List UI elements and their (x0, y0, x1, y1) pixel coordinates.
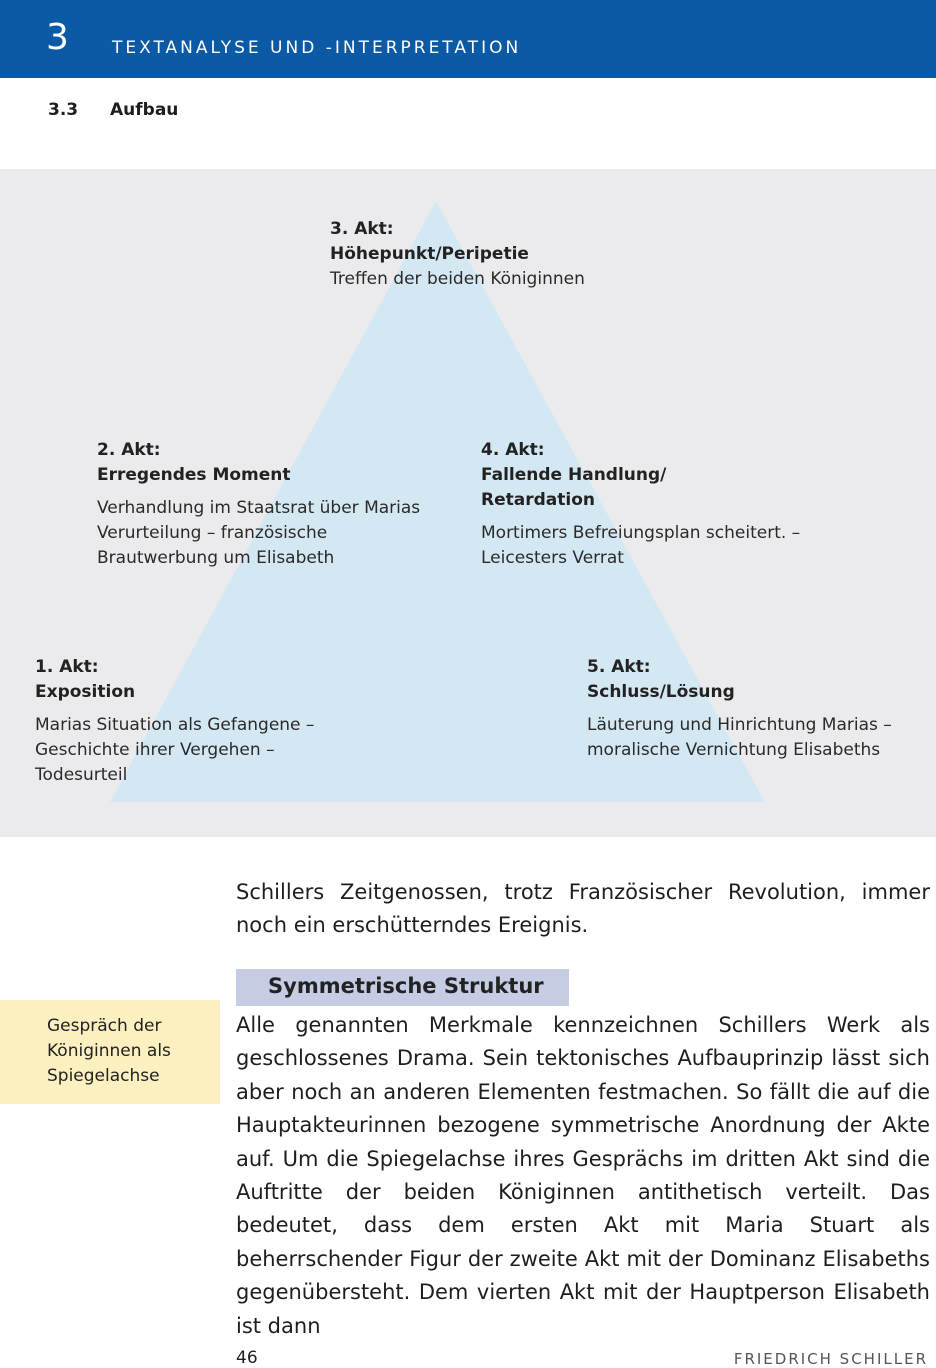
act-2-label: 2. Akt: (97, 440, 161, 460)
margin-note (0, 1000, 220, 1104)
subheading-box (236, 969, 569, 1006)
act-structure-diagram (0, 169, 936, 837)
act-3-block (330, 217, 650, 292)
act-4-block (481, 438, 861, 571)
chapter-number: 3 (46, 17, 69, 58)
act-5-label: 5. Akt: (587, 657, 651, 677)
section-title: Aufbau (110, 100, 179, 120)
running-footer-author: FRIEDRICH SCHILLER (733, 1350, 928, 1368)
act-1-phase: Exposition (35, 682, 136, 702)
act-2-phase: Erregendes Moment (97, 465, 291, 485)
body-paragraph-continued: Schillers Zeitgenossen, trotz Französischer Revolution, immer noch ein erschütterndes Ereignis. (236, 880, 930, 938)
act-4-description: Mortimers Befreiungsplan scheitert. – Leicesters Verrat (481, 523, 801, 568)
chapter-title: TEXTANALYSE UND -INTERPRETATION (112, 38, 522, 58)
act-4-label: 4. Akt: (481, 440, 545, 460)
section-number: 3.3 (48, 100, 79, 120)
page-number: 46 (236, 1348, 258, 1368)
act-1-description: Marias Situation als Gefangene – Geschichte ihrer Vergehen – Todesurteil (35, 715, 315, 785)
act-5-block (587, 655, 917, 763)
body-paragraph-main: Alle genannten Merkmale kennzeichnen Schillers Werk als geschlossenes Drama. Sein tektonisches Aufbauprinzip lässt sich aber noch an anderen Elementen festmachen. So fällt die auf die Hauptakteurinnen bezogene symmetrische Anordnung der Akte auf. Um die Spiegelachse ihres Gesprächs im dritten Akt sind die Auftritte der beiden Königinnen antithetisch verteilt. Das bedeutet, dass dem ersten Akt mit Maria Stuart als beherrschender Figur der zweite Akt mit der Dominanz Elisabeths gegenübersteht. Dem vierten Akt mit der Hauptperson Elisabeth ist dann (236, 1013, 930, 1338)
act-5-description: Läuterung und Hinrichtung Marias – moralische Vernichtung Elisabeths (587, 715, 892, 760)
act-3-description: Treffen der beiden Königinnen (330, 269, 585, 289)
margin-note-text: Gespräch der Königinnen als Spiegelachse (47, 1016, 171, 1086)
chapter-header-band (0, 0, 936, 78)
act-5-phase: Schluss/Lösung (587, 682, 735, 702)
act-4-phase: Fallende Handlung/ Retardation (481, 465, 667, 510)
act-2-description: Verhandlung im Staatsrat über Marias Verurteilung – französische Brautwerbung um Elisabeth (97, 498, 421, 568)
act-1-label: 1. Akt: (35, 657, 99, 677)
act-1-block (35, 655, 355, 788)
subheading: Symmetrische Struktur (268, 974, 544, 998)
act-3-label: 3. Akt: (330, 219, 394, 239)
act-2-block (97, 438, 437, 571)
act-3-phase: Höhepunkt/Peripetie (330, 244, 529, 264)
